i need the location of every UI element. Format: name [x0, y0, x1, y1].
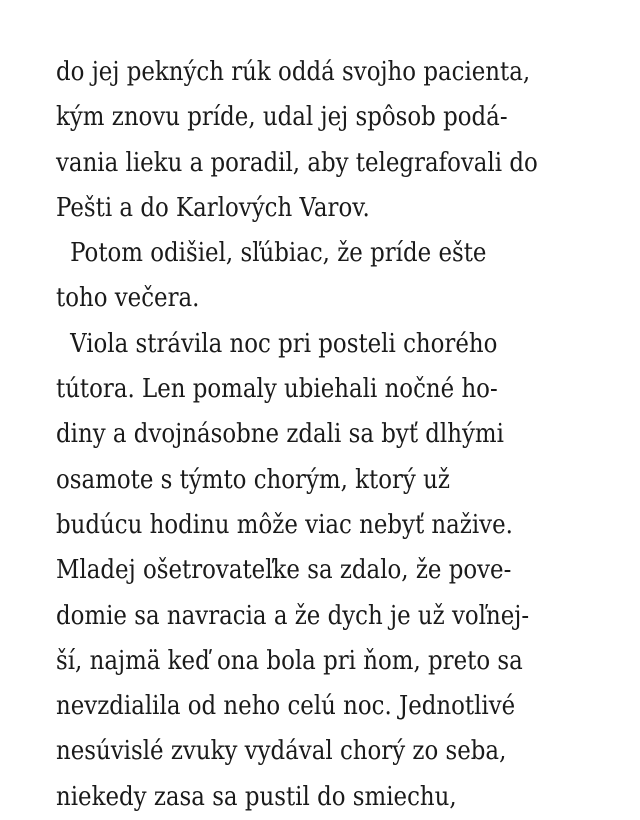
text-line: nesúvislé zvuky vydával chorý zo seba,	[56, 736, 507, 767]
text-line: Mladej ošetrovateľke sa zdalo, že pove-	[56, 555, 512, 586]
text-line: vania lieku a poradil, aby telegrafovali do	[56, 147, 538, 178]
text-line: toho večera.	[56, 283, 200, 314]
text-line: kým znovu príde, udal jej spôsob podá-	[56, 102, 508, 133]
text-line: tútora. Len pomaly ubiehali nočné ho-	[56, 374, 498, 405]
text-line: diny a dvojnásobne zdali sa byť dlhými	[56, 419, 504, 450]
text-line-paragraph-start: Viola strávila noc pri posteli chorého	[70, 328, 498, 359]
text-line: niekedy zasa sa pustil do smiechu,	[56, 781, 457, 812]
text-line: nevzdialila od neho celú noc. Jednotlivé	[56, 691, 516, 722]
text-line-paragraph-start: Potom odišiel, sľúbiac, že príde ešte	[70, 238, 487, 269]
text-line: Pešti a do Karlových Varov.	[56, 192, 370, 223]
text-line: domie sa navracia a že dych je už voľnej-	[56, 600, 530, 631]
text-line: budúcu hodinu môže viac nebyť nažive.	[56, 509, 513, 540]
text-line: ší, najmä keď ona bola pri ňom, preto sa	[56, 645, 523, 676]
text-line: do jej pekných rúk oddá svojho pacienta,	[56, 57, 531, 87]
text-line: osamote s týmto chorým, ktorý už	[56, 464, 450, 495]
page-text	[56, 50, 596, 820]
